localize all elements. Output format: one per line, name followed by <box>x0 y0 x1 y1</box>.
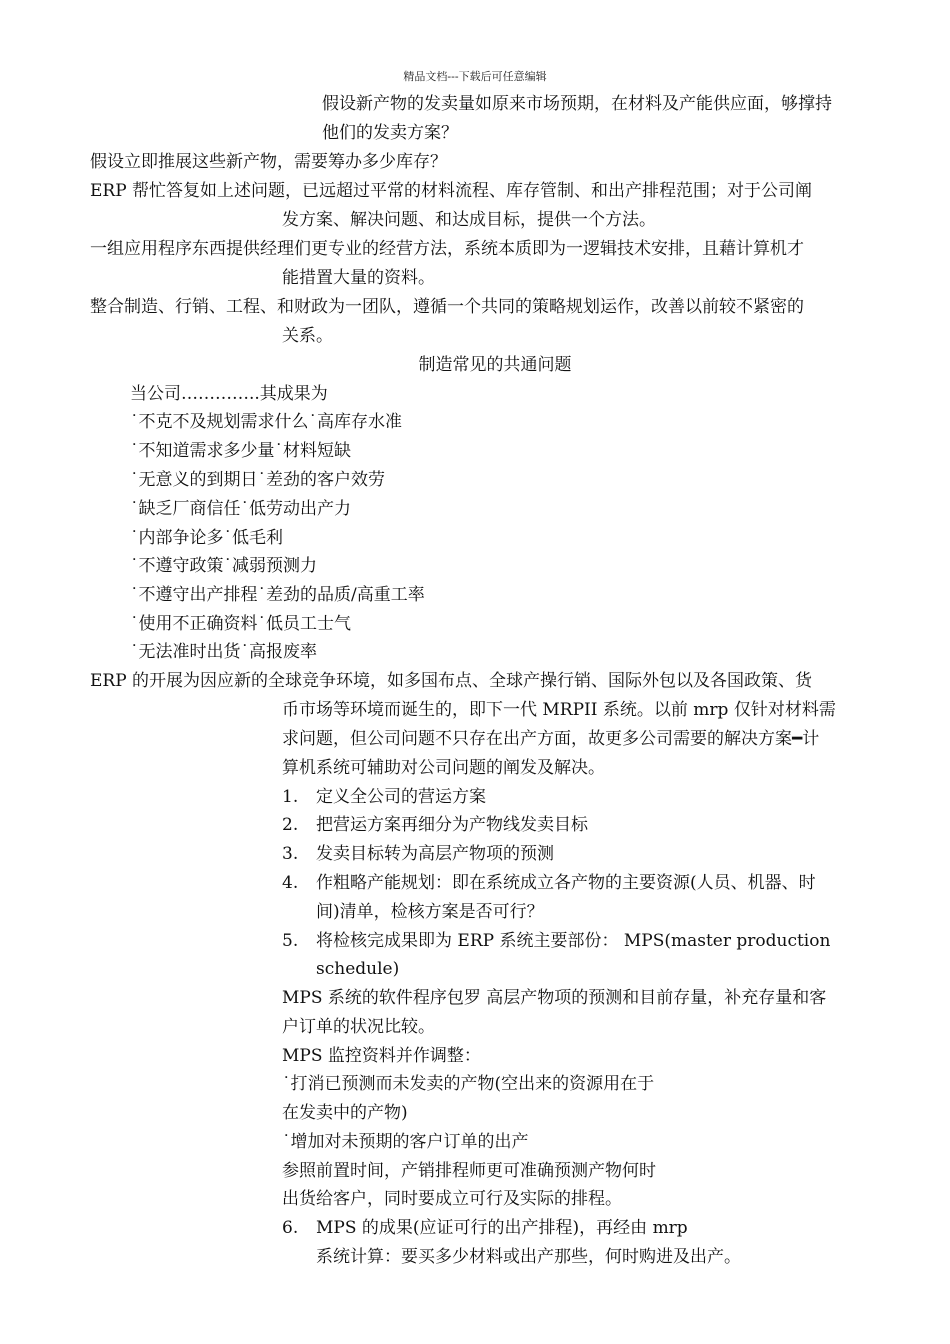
intro-tools-line1: 一组应用程序东西提供经理们更专业的经营方法，系统本质即为一逻辑技术安排，且藉计算机才 <box>90 239 804 259</box>
step-text: 定义全公司的营运方案 <box>316 787 486 807</box>
intro-q1-line2: 他们的发卖方案？ <box>322 123 458 143</box>
step-text: 发卖目标转为高层产物项的预测 <box>316 844 554 864</box>
page-header: 精品文档---下载后可任意编辑 <box>403 70 547 83</box>
step-text: 将检核完成果即为 ERP 系统主要部份： MPS(master production <box>316 931 831 951</box>
intro-q1-line1: 假设新产物的发卖量如原来市场预期，在材料及产能供应面，够撑持 <box>322 94 832 114</box>
intro-integration-line2: 关系。 <box>282 326 333 346</box>
step-number: 4. <box>282 873 299 893</box>
step-text: 把营运方案再细分为产物线发卖目标 <box>316 815 588 835</box>
step-text: 作粗略产能规划：即在系统成立各产物的主要资源(人员、机器、时 <box>316 873 816 893</box>
problem-item: ˙不遵守出产排程˙差劲的品质/高重工率 <box>130 585 425 605</box>
erp-development-line3: 求问题，但公司问题不只存在出产方面，故更多公司需要的解决方案━计 <box>282 729 820 749</box>
erp-development-line4: 算机系统可辅助对公司问题的阐发及解决。 <box>282 758 605 778</box>
problem-item: ˙不克不及规划需求什么˙高库存水准 <box>130 412 402 432</box>
step-text: MPS 的成果(应证可行的出产排程)，再经由 mrp <box>316 1218 688 1238</box>
mps-line4: ˙打消已预测而未发卖的产物(空出来的资源用在于 <box>282 1074 655 1094</box>
problem-item: ˙不知道需求多少量˙材料短缺 <box>130 441 351 461</box>
section-title: 制造常见的共通问题 <box>418 355 572 375</box>
step-number: 5. <box>282 931 299 951</box>
erp-development-line1: ERP 的开展为因应新的全球竞争环境，如多国布点、全球产操行销、国际外包以及各国政策、货 <box>90 671 813 691</box>
intro-erp-line1: ERP 帮忙答复如上述问题，已远超过平常的材料流程、库存管制、和出产排程范围；对于公司阐 <box>90 181 813 201</box>
erp-development-line2: 币市场等环境而诞生的，即下一代 MRPII 系统。以前 mrp 仅针对材料需 <box>282 700 836 720</box>
step-text-continued: 系统计算：要买多少材料或出产那些，何时购进及出产。 <box>316 1247 741 1267</box>
step-number: 1. <box>282 787 299 807</box>
mps-line6: ˙增加对未预期的客户订单的出产 <box>282 1132 529 1152</box>
mps-line1: MPS 系统的软件程序包罗 高层产物项的预测和目前存量，补充存量和客 <box>282 988 827 1008</box>
step-number: 2. <box>282 815 299 835</box>
problem-item: ˙不遵守政策˙减弱预测力 <box>130 556 317 576</box>
problem-item: ˙内部争论多˙低毛利 <box>130 528 283 548</box>
mps-line8: 出货给客户，同时要成立可行及实际的排程。 <box>282 1189 622 1209</box>
problem-item: ˙无法准时出货˙高报废率 <box>130 642 317 662</box>
mps-line2: 户订单的状况比较。 <box>282 1017 435 1037</box>
problem-item: ˙缺乏厂商信任˙低劳动出产力 <box>130 499 351 519</box>
mps-line3: MPS 监控资料并作调整： <box>282 1046 481 1066</box>
mps-line5: 在发卖中的产物) <box>282 1103 408 1123</box>
step-number: 6. <box>282 1218 299 1238</box>
problems-intro: 当公司…………..其成果为 <box>130 384 328 404</box>
step-number: 3. <box>282 844 299 864</box>
intro-erp-line2: 发方案、解决问题、和达成目标，提供一个方法。 <box>282 210 656 230</box>
step-text-continued: schedule) <box>316 959 400 979</box>
intro-integration-line1: 整合制造、行销、工程、和财政为一团队，遵循一个共同的策略规划运作，改善以前较不紧密的 <box>90 297 804 317</box>
intro-q2: 假设立即推展这些新产物，需要筹办多少库存？ <box>90 152 447 172</box>
step-text-continued: 间)清单，检核方案是否可行？ <box>316 902 544 922</box>
mps-line7: 参照前置时间，产销排程师更可准确预测产物何时 <box>282 1161 656 1181</box>
problem-item: ˙无意义的到期日˙差劲的客户效劳 <box>130 470 385 490</box>
problem-item: ˙使用不正确资料˙低员工士气 <box>130 614 351 634</box>
intro-tools-line2: 能措置大量的资料。 <box>282 268 435 288</box>
